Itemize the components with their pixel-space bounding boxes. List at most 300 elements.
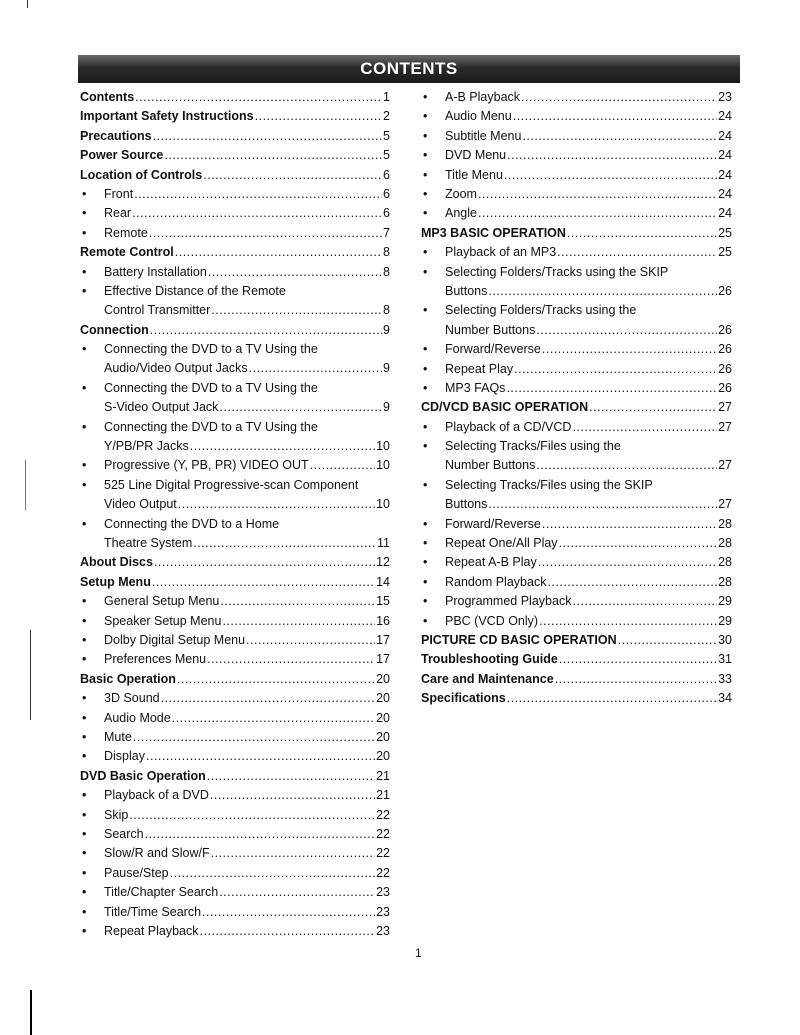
dot-leader — [146, 747, 375, 766]
bullet-icon: • — [423, 186, 428, 201]
dot-leader — [538, 553, 717, 572]
toc-line — [445, 515, 732, 534]
toc-page-number: 10 — [376, 439, 390, 454]
toc-entry — [421, 379, 732, 398]
toc-entry-text — [104, 379, 390, 418]
bullet-icon: • — [82, 807, 87, 822]
toc-entry — [80, 670, 390, 689]
toc-entry-text — [445, 515, 732, 534]
toc-entry-text — [80, 107, 390, 126]
toc-entry — [421, 631, 732, 650]
toc-page-number: 7 — [383, 225, 390, 240]
toc-line — [445, 263, 732, 282]
toc-line — [104, 709, 390, 728]
toc-title: Y/PB/PR Jacks — [104, 439, 189, 454]
bullet-icon: • — [82, 923, 87, 938]
dot-leader — [133, 728, 375, 747]
toc-line — [104, 359, 390, 378]
toc-entry-text — [104, 418, 390, 457]
toc-page-number: 5 — [383, 148, 390, 163]
toc-title: Front — [104, 186, 134, 201]
toc-title: Remote Control — [80, 245, 174, 260]
toc-line — [104, 806, 390, 825]
toc-title: Subtitle Menu — [445, 128, 522, 143]
toc-line — [104, 456, 390, 475]
toc-entry — [80, 689, 390, 708]
toc-title: Dolby Digital Setup Menu — [104, 633, 246, 648]
toc-line — [104, 379, 390, 398]
toc-line — [104, 263, 390, 282]
toc-line — [104, 185, 390, 204]
bullet-icon: • — [423, 245, 428, 260]
toc-entry-text — [80, 767, 390, 786]
toc-line — [421, 224, 732, 243]
dot-leader — [618, 631, 717, 650]
toc-title: Preferences Menu — [104, 652, 207, 667]
toc-title: Audio/Video Output Jacks — [104, 361, 248, 376]
dot-leader — [522, 127, 717, 146]
dot-leader — [539, 612, 717, 631]
page-number: 1 — [415, 946, 422, 960]
dot-leader — [506, 379, 717, 398]
bullet-icon: • — [423, 555, 428, 570]
dot-leader — [514, 360, 717, 379]
toc-line — [445, 127, 732, 146]
toc-entry-text — [104, 883, 390, 902]
toc-entry — [80, 166, 390, 185]
toc-page-number: 9 — [383, 322, 390, 337]
toc-page-number: 24 — [718, 167, 732, 182]
dot-leader — [200, 922, 376, 941]
toc-entry-text — [445, 476, 732, 515]
toc-title: Mute — [104, 729, 132, 744]
bullet-icon: • — [82, 186, 87, 201]
toc-entry-text — [445, 166, 732, 185]
toc-page-number: 23 — [376, 885, 390, 900]
toc-line — [445, 476, 732, 495]
toc-entry-text — [445, 263, 732, 302]
bullet-icon: • — [423, 128, 428, 143]
toc-title: Playback of a DVD — [104, 788, 209, 803]
toc-title: DVD Menu — [445, 148, 507, 163]
bullet-icon: • — [82, 865, 87, 880]
dot-leader — [504, 166, 717, 185]
toc-page-number: 20 — [376, 729, 390, 744]
toc-entry-text — [104, 185, 390, 204]
toc-entry — [421, 573, 732, 592]
toc-title: Care and Maintenance — [421, 671, 554, 686]
dot-leader — [154, 553, 375, 572]
toc-entry-text — [104, 340, 390, 379]
toc-page-number: 34 — [718, 691, 732, 706]
bullet-icon: • — [82, 594, 87, 609]
toc-title: Troubleshooting Guide — [421, 652, 558, 667]
dot-leader — [589, 398, 717, 417]
dot-leader — [211, 301, 382, 320]
toc-line — [421, 689, 732, 708]
toc-entry-text — [445, 360, 732, 379]
toc-page-number: 10 — [376, 497, 390, 512]
bullet-icon: • — [82, 749, 87, 764]
bullet-icon: • — [423, 439, 428, 454]
bullet-icon: • — [82, 710, 87, 725]
toc-entry-text — [445, 418, 732, 437]
toc-entry-text — [104, 282, 390, 321]
scan-mark — [25, 460, 26, 510]
toc-entry-text — [445, 127, 732, 146]
toc-page-number: 29 — [718, 594, 732, 609]
bullet-icon: • — [82, 613, 87, 628]
bullet-icon: • — [423, 90, 428, 104]
toc-entry — [80, 282, 390, 321]
toc-entry — [421, 476, 732, 515]
toc-line — [80, 321, 390, 340]
toc-entry — [80, 224, 390, 243]
toc-page-number: 21 — [376, 788, 390, 803]
dot-leader — [559, 534, 718, 553]
toc-title: Programmed Playback — [445, 594, 572, 609]
toc-page-number: 17 — [376, 652, 390, 667]
bullet-icon: • — [423, 536, 428, 551]
toc-entry — [80, 709, 390, 728]
toc-entry — [80, 263, 390, 282]
toc-page-number: 24 — [718, 128, 732, 143]
toc-title: Number Buttons — [445, 322, 536, 337]
toc-line — [445, 573, 732, 592]
toc-entry-text — [445, 534, 732, 553]
toc-page-number: 33 — [718, 671, 732, 686]
toc-line — [445, 495, 732, 514]
toc-entry — [80, 922, 390, 941]
toc-line — [445, 282, 732, 301]
toc-page-number: 2 — [383, 109, 390, 124]
toc-entry-text — [104, 825, 390, 844]
toc-entry-text — [445, 146, 732, 165]
bullet-icon: • — [423, 380, 428, 395]
dot-leader — [132, 204, 382, 223]
toc-page-number: 17 — [376, 633, 390, 648]
toc-title: Skip — [104, 807, 129, 822]
dot-leader — [161, 689, 375, 708]
toc-title: Basic Operation — [80, 671, 176, 686]
toc-title: Power Source — [80, 148, 164, 163]
bullet-icon: • — [82, 691, 87, 706]
toc-entry — [80, 806, 390, 825]
bullet-icon: • — [423, 516, 428, 531]
toc-page-number: 28 — [718, 516, 732, 531]
toc-line — [104, 844, 390, 863]
toc-line — [104, 515, 390, 534]
dot-leader — [177, 670, 375, 689]
toc-line — [445, 437, 732, 456]
toc-entry — [80, 107, 390, 126]
toc-line — [445, 553, 732, 572]
toc-line — [445, 185, 732, 204]
toc-line — [445, 146, 732, 165]
toc-line — [80, 670, 390, 689]
toc-entry — [421, 592, 732, 611]
toc-page-number: 24 — [718, 109, 732, 124]
toc-title: PBC (VCD Only) — [445, 613, 539, 628]
toc-entry-text — [104, 515, 390, 554]
toc-line — [104, 224, 390, 243]
toc-entry-text — [104, 456, 390, 475]
toc-entry — [80, 864, 390, 883]
toc-line — [421, 398, 732, 417]
toc-entry — [80, 88, 390, 107]
toc-title: Speaker Setup Menu — [104, 613, 222, 628]
dot-leader — [178, 495, 375, 514]
toc-page-number: 27 — [718, 458, 732, 473]
toc-entry — [80, 185, 390, 204]
dot-leader — [153, 127, 382, 146]
bullet-icon: • — [82, 380, 87, 395]
toc-line — [445, 204, 732, 223]
toc-title: DVD Basic Operation — [80, 768, 206, 783]
toc-title: Angle — [445, 206, 477, 221]
dot-leader — [559, 650, 717, 669]
toc-line — [104, 476, 390, 495]
toc-page-number: 16 — [376, 613, 390, 628]
toc-entry — [421, 650, 732, 669]
dot-leader — [542, 515, 717, 534]
toc-line — [104, 747, 390, 766]
dot-leader — [507, 146, 717, 165]
toc-page-number: 6 — [383, 206, 390, 221]
dot-leader — [219, 398, 382, 417]
toc-page-number: 20 — [376, 691, 390, 706]
toc-page-number: 24 — [718, 148, 732, 163]
toc-line — [445, 534, 732, 553]
bullet-icon: • — [82, 283, 87, 298]
toc-entry-text — [104, 806, 390, 825]
dot-leader — [190, 437, 375, 456]
toc-entry — [80, 379, 390, 418]
dot-leader — [488, 495, 717, 514]
dot-leader — [478, 204, 717, 223]
dot-leader — [255, 107, 382, 126]
toc-title: Theatre System — [104, 536, 193, 551]
toc-line — [104, 825, 390, 844]
toc-line — [445, 107, 732, 126]
toc-title: Setup Menu — [80, 574, 151, 589]
toc-line — [80, 107, 390, 126]
dot-leader — [488, 282, 717, 301]
bullet-icon: • — [423, 148, 428, 163]
bullet-icon: • — [423, 109, 428, 124]
dot-leader — [246, 631, 375, 650]
bullet-icon: • — [82, 342, 87, 357]
toc-entry — [80, 728, 390, 747]
toc-title: Effective Distance of the Remote — [104, 283, 286, 298]
toc-title: Repeat A-B Play — [445, 555, 537, 570]
toc-line — [80, 166, 390, 185]
toc-title: Important Safety Instructions — [80, 109, 254, 124]
toc-entry-text — [104, 224, 390, 243]
toc-title: Selecting Tracks/Files using the SKIP — [445, 477, 653, 492]
toc-entry — [421, 88, 732, 107]
toc-line — [104, 495, 390, 514]
bullet-icon: • — [82, 904, 87, 919]
toc-line — [104, 728, 390, 747]
toc-entry — [421, 553, 732, 572]
toc-entry-text — [445, 301, 732, 340]
toc-entry-text — [104, 204, 390, 223]
bullet-icon: • — [82, 729, 87, 744]
toc-title: Control Transmitter — [104, 303, 211, 318]
dot-leader — [202, 903, 375, 922]
toc-page-number: 26 — [718, 361, 732, 376]
toc-page-number: 25 — [718, 225, 732, 240]
toc-page-number: 11 — [377, 536, 390, 551]
toc-page-number: 1 — [383, 90, 390, 104]
toc-entry-text — [80, 553, 390, 572]
toc-page-number: 20 — [376, 749, 390, 764]
toc-entry-text — [421, 224, 732, 243]
toc-entry — [80, 747, 390, 766]
toc-title: Slow/R and Slow/F — [104, 846, 210, 861]
toc-title: A-B Playback — [445, 90, 521, 104]
toc-title: Repeat Playback — [104, 923, 199, 938]
dot-leader — [536, 321, 717, 340]
toc-entry-text — [445, 88, 732, 107]
toc-line — [445, 360, 732, 379]
toc-page-number: 27 — [718, 419, 732, 434]
toc-entry-text — [445, 573, 732, 592]
dot-leader — [170, 864, 375, 883]
toc-page-number: 27 — [718, 400, 732, 415]
toc-title: 525 Line Digital Progressive-scan Component — [104, 477, 359, 492]
dot-leader — [572, 418, 717, 437]
toc-title: MP3 BASIC OPERATION — [421, 225, 566, 240]
scan-mark — [30, 990, 32, 1035]
toc-title: Location of Controls — [80, 167, 203, 182]
toc-entry-text — [80, 88, 390, 107]
toc-entry — [80, 127, 390, 146]
bullet-icon: • — [423, 613, 428, 628]
bullet-icon: • — [82, 264, 87, 279]
toc-entry — [421, 418, 732, 437]
dot-leader — [149, 224, 382, 243]
toc-entry — [80, 786, 390, 805]
toc-entry — [421, 340, 732, 359]
toc-entry — [421, 398, 732, 417]
toc-title: About Discs — [80, 555, 153, 570]
toc-page-number: 24 — [718, 186, 732, 201]
toc-page-number: 22 — [376, 846, 390, 861]
toc-page-number: 9 — [383, 361, 390, 376]
toc-entry-text — [445, 204, 732, 223]
toc-title: Selecting Folders/Tracks using the SKIP — [445, 264, 669, 279]
toc-page-number: 26 — [718, 322, 732, 337]
toc-title: PICTURE CD BASIC OPERATION — [421, 633, 617, 647]
toc-entry — [80, 825, 390, 844]
toc-page-number: 8 — [383, 245, 390, 260]
toc-page-number: 22 — [376, 807, 390, 822]
toc-page-number: 6 — [383, 167, 390, 182]
toc-line — [104, 418, 390, 437]
dot-leader — [207, 767, 375, 786]
toc-entry-text — [104, 709, 390, 728]
toc-entry — [421, 301, 732, 340]
toc-entry — [80, 767, 390, 786]
toc-entry — [80, 650, 390, 669]
toc-entry — [421, 437, 732, 476]
toc-page-number: 8 — [383, 303, 390, 318]
toc-title: Repeat Play — [445, 361, 514, 376]
toc-title: Display — [104, 749, 145, 764]
dot-leader — [150, 321, 382, 340]
toc-title: General Setup Menu — [104, 594, 220, 609]
toc-title: Buttons — [445, 283, 488, 298]
toc-entry-text — [104, 864, 390, 883]
toc-title: Rear — [104, 206, 132, 221]
dot-leader — [507, 689, 717, 708]
scan-mark — [27, 0, 28, 8]
toc-page-number: 25 — [718, 245, 732, 260]
toc-title: Precautions — [80, 128, 152, 143]
toc-entry-text — [104, 747, 390, 766]
toc-title: Title/Time Search — [104, 904, 202, 919]
toc-line — [445, 612, 732, 631]
toc-title: Audio Menu — [445, 109, 512, 124]
toc-title: Pause/Step — [104, 865, 169, 880]
dot-leader — [164, 146, 382, 165]
toc-page-number: 28 — [718, 574, 732, 589]
toc-title: Repeat One/All Play — [445, 536, 558, 551]
toc-line — [104, 903, 390, 922]
toc-page-number: 22 — [376, 826, 390, 841]
toc-line — [445, 88, 732, 107]
toc-entry-text — [104, 689, 390, 708]
bullet-icon: • — [82, 633, 87, 648]
toc-title: 3D Sound — [104, 691, 160, 706]
toc-page-number: 5 — [383, 128, 390, 143]
toc-title: Audio Mode — [104, 710, 171, 725]
toc-entry — [421, 185, 732, 204]
bullet-icon: • — [82, 419, 87, 434]
toc-entry-text — [445, 107, 732, 126]
toc-page-number: 20 — [376, 710, 390, 725]
toc-entry-text — [445, 592, 732, 611]
toc-title: Playback of an MP3 — [445, 245, 557, 260]
dot-leader — [193, 534, 376, 553]
bullet-icon: • — [423, 361, 428, 376]
toc-line — [104, 534, 390, 553]
toc-entry — [80, 553, 390, 572]
toc-page-number: 26 — [718, 283, 732, 298]
dot-leader — [208, 263, 382, 282]
toc-entry — [80, 476, 390, 515]
toc-entry-text — [104, 650, 390, 669]
toc-page-number: 28 — [718, 536, 732, 551]
toc-title: Forward/Reverse — [445, 342, 541, 357]
toc-entry — [421, 360, 732, 379]
dot-leader — [249, 359, 382, 378]
dot-leader — [219, 883, 375, 902]
toc-title: Number Buttons — [445, 458, 536, 473]
toc-line — [80, 573, 390, 592]
toc-page-number: 9 — [383, 400, 390, 415]
dot-leader — [555, 670, 717, 689]
toc-page-number: 15 — [376, 594, 390, 609]
bullet-icon: • — [423, 303, 428, 318]
toc-entry-text — [421, 670, 732, 689]
toc-title: Selecting Tracks/Files using the — [445, 439, 621, 454]
scan-mark — [30, 630, 31, 720]
toc-line — [104, 437, 390, 456]
toc-page-number: 27 — [718, 497, 732, 512]
